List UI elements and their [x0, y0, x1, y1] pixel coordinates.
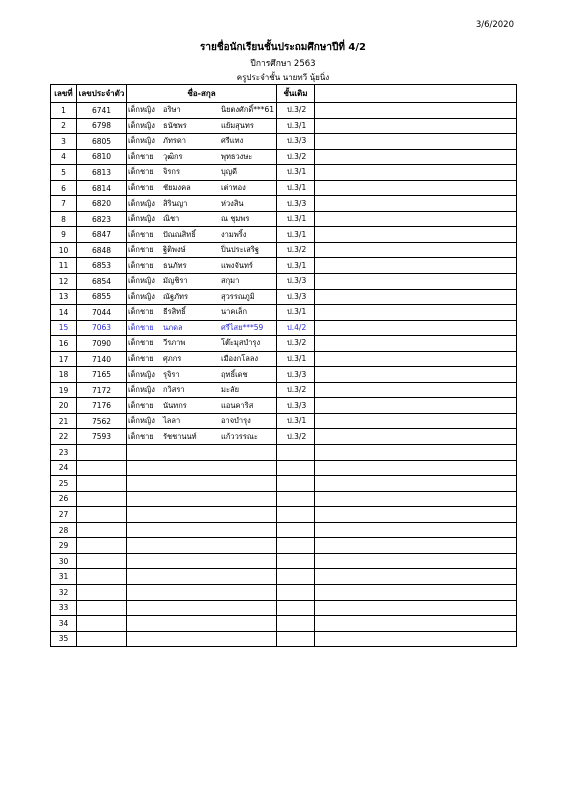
student-name: [127, 289, 277, 305]
student-number: 27: [51, 507, 77, 523]
student-name: [127, 320, 277, 336]
previous-class: ป.3/2: [277, 336, 315, 352]
previous-class: [277, 522, 315, 538]
previous-class: ป.3/1: [277, 118, 315, 134]
student-number: 4: [51, 149, 77, 165]
blank-cell: [315, 445, 517, 461]
column-header-previous-class: ชั้นเดิม: [277, 85, 315, 103]
previous-class: ป.3/2: [277, 429, 315, 445]
first-name: ฐิติพงษ์: [163, 245, 186, 255]
student-name: [127, 507, 277, 523]
previous-class: [277, 445, 315, 461]
last-name: สุวรรณภูมิ: [221, 291, 255, 301]
table-row-empty: [51, 616, 517, 632]
column-header-number: เลขที่: [51, 85, 77, 103]
previous-class: ป.3/3: [277, 134, 315, 150]
last-name: งามพริ้ง: [221, 229, 247, 239]
first-name: ณัฐภัทร: [163, 291, 189, 301]
table-row: [51, 227, 517, 243]
name-prefix: เด็กหญิง: [128, 291, 155, 301]
student-name: [127, 445, 277, 461]
table-row: [51, 196, 517, 212]
student-id: 6853: [77, 258, 127, 274]
blank-cell: [315, 180, 517, 196]
first-name: รุจิรา: [163, 369, 180, 379]
last-name: แย้มสุนทร: [221, 120, 254, 130]
student-id: [77, 476, 127, 492]
student-number: 11: [51, 258, 77, 274]
table-row-empty: [51, 538, 517, 554]
last-name: มะลัย: [221, 385, 239, 395]
blank-cell: [315, 631, 517, 647]
student-id: [77, 600, 127, 616]
student-name: [127, 553, 277, 569]
student-name: [127, 258, 277, 274]
student-id: [77, 538, 127, 554]
blank-cell: [315, 289, 517, 305]
previous-class: ป.3/3: [277, 274, 315, 290]
blank-cell: [315, 382, 517, 398]
student-number: 14: [51, 305, 77, 321]
student-name: [127, 351, 277, 367]
blank-cell: [315, 476, 517, 492]
previous-class: ป.3/1: [277, 227, 315, 243]
table-row: [51, 134, 517, 150]
previous-class: ป.3/2: [277, 149, 315, 165]
student-id: [77, 553, 127, 569]
previous-class: [277, 584, 315, 600]
student-name: [127, 211, 277, 227]
student-name: [127, 149, 277, 165]
table-header-row: [51, 85, 517, 103]
student-id: [77, 507, 127, 523]
first-name: รัชชานนท์: [163, 431, 197, 441]
previous-class: ป.3/3: [277, 398, 315, 414]
previous-class: ป.3/2: [277, 103, 315, 119]
blank-cell: [315, 429, 517, 445]
table-row: [51, 429, 517, 445]
previous-class: ป.3/1: [277, 305, 315, 321]
student-number: 15: [51, 320, 77, 336]
student-name: [127, 522, 277, 538]
name-prefix: เด็กหญิง: [128, 120, 155, 130]
table-row: [51, 305, 517, 321]
last-name: ห่วงสิน: [221, 198, 244, 208]
first-name: กวิสรา: [163, 385, 185, 395]
previous-class: ป.3/2: [277, 382, 315, 398]
blank-cell: [315, 134, 517, 150]
student-id: [77, 569, 127, 585]
first-name: ธีรสิทธิ์: [163, 307, 186, 317]
student-id: 6855: [77, 289, 127, 305]
last-name: นิยตงศักดิ์***61: [221, 105, 275, 115]
student-id: 6813: [77, 165, 127, 181]
name-prefix: เด็กชาย: [128, 400, 154, 410]
table-row-empty: [51, 507, 517, 523]
student-name: [127, 196, 277, 212]
previous-class: [277, 600, 315, 616]
blank-cell: [315, 351, 517, 367]
column-header-student-id: เลขประจำตัว: [77, 85, 127, 103]
last-name: ณ ชุมพร: [221, 214, 250, 224]
blank-cell: [315, 118, 517, 134]
previous-class: [277, 476, 315, 492]
table-row-empty: [51, 553, 517, 569]
previous-class: [277, 631, 315, 647]
column-header-blank: [315, 85, 517, 103]
blank-cell: [315, 553, 517, 569]
student-name: [127, 103, 277, 119]
last-name: อาจบำรุง: [221, 416, 251, 426]
student-id: 6814: [77, 180, 127, 196]
last-name: นาคเล็ก: [221, 307, 248, 317]
student-name: [127, 382, 277, 398]
student-number: 10: [51, 242, 77, 258]
first-name: ธนัชพร: [163, 120, 187, 130]
blank-cell: [315, 460, 517, 476]
student-number: 25: [51, 476, 77, 492]
blank-cell: [315, 165, 517, 181]
table-row-empty: [51, 600, 517, 616]
name-prefix: เด็กหญิง: [128, 385, 155, 395]
student-id: 7593: [77, 429, 127, 445]
student-name: [127, 460, 277, 476]
student-name: [127, 538, 277, 554]
last-name: บุญดี: [221, 167, 238, 177]
last-name: ปิ่นประเสริฐ: [221, 245, 260, 255]
student-number: 26: [51, 491, 77, 507]
name-prefix: เด็กหญิง: [128, 276, 155, 286]
student-id: 6848: [77, 242, 127, 258]
table-row-empty: [51, 522, 517, 538]
student-number: 23: [51, 445, 77, 461]
previous-class: ป.4/2: [277, 320, 315, 336]
table-row-empty: [51, 476, 517, 492]
table-row: [51, 351, 517, 367]
name-prefix: เด็กหญิง: [128, 369, 155, 379]
table-row: [51, 118, 517, 134]
student-number: 29: [51, 538, 77, 554]
student-number: 3: [51, 134, 77, 150]
blank-cell: [315, 398, 517, 414]
table-row-empty: [51, 445, 517, 461]
student-number: 30: [51, 553, 77, 569]
student-number: 19: [51, 382, 77, 398]
name-prefix: เด็กหญิง: [128, 416, 155, 426]
last-name: แอนคาริส: [221, 400, 254, 410]
previous-class: ป.3/3: [277, 367, 315, 383]
student-number: 17: [51, 351, 77, 367]
student-number: 6: [51, 180, 77, 196]
student-name: [127, 491, 277, 507]
student-number: 8: [51, 211, 77, 227]
first-name: ภัทรดา: [163, 136, 186, 146]
table-row: [51, 367, 517, 383]
table-row: [51, 320, 517, 336]
previous-class: ป.3/1: [277, 351, 315, 367]
blank-cell: [315, 616, 517, 632]
roster-body: [51, 103, 517, 647]
blank-cell: [315, 227, 517, 243]
previous-class: [277, 569, 315, 585]
student-id: [77, 616, 127, 632]
student-id: [77, 631, 127, 647]
first-name: จิรกร: [163, 167, 180, 177]
table-row: [51, 242, 517, 258]
student-id: 7044: [77, 305, 127, 321]
blank-cell: [315, 103, 517, 119]
table-row-empty: [51, 491, 517, 507]
student-number: 2: [51, 118, 77, 134]
blank-cell: [315, 305, 517, 321]
blank-cell: [315, 522, 517, 538]
student-id: 6798: [77, 118, 127, 134]
student-name: [127, 165, 277, 181]
student-number: 32: [51, 584, 77, 600]
blank-cell: [315, 600, 517, 616]
previous-class: [277, 616, 315, 632]
last-name: ฤทธิ์เดช: [221, 369, 248, 379]
table-row: [51, 103, 517, 119]
student-name: [127, 584, 277, 600]
previous-class: [277, 538, 315, 554]
blank-cell: [315, 584, 517, 600]
first-name: ศุภกร: [163, 354, 182, 364]
table-row: [51, 180, 517, 196]
last-name: แพงจันทร์: [221, 260, 253, 270]
student-number: 24: [51, 460, 77, 476]
student-name: [127, 227, 277, 243]
student-id: [77, 522, 127, 538]
name-prefix: เด็กหญิง: [128, 198, 155, 208]
first-name: ชัยมงคล: [163, 183, 191, 192]
student-id: 7165: [77, 367, 127, 383]
first-name: มัญชิรา: [163, 276, 188, 286]
last-name: ศรีแทง: [221, 136, 244, 146]
blank-cell: [315, 211, 517, 227]
student-name: [127, 274, 277, 290]
name-prefix: เด็กชาย: [128, 354, 154, 364]
student-name: [127, 134, 277, 150]
name-prefix: เด็กชาย: [128, 229, 154, 239]
student-number: 5: [51, 165, 77, 181]
table-row: [51, 258, 517, 274]
student-name: [127, 429, 277, 445]
student-number: 9: [51, 227, 77, 243]
name-prefix: เด็กชาย: [128, 183, 154, 192]
table-row: [51, 336, 517, 352]
previous-class: ป.3/1: [277, 258, 315, 274]
first-name: สิรินญา: [163, 198, 188, 208]
student-name: [127, 118, 277, 134]
student-id: [77, 584, 127, 600]
student-name: [127, 180, 277, 196]
blank-cell: [315, 274, 517, 290]
name-prefix: เด็กชาย: [128, 322, 154, 332]
student-id: 7176: [77, 398, 127, 414]
student-id: 6823: [77, 211, 127, 227]
previous-class: ป.3/1: [277, 180, 315, 196]
student-id: 6854: [77, 274, 127, 290]
student-number: 28: [51, 522, 77, 538]
student-number: 35: [51, 631, 77, 647]
name-prefix: เด็กชาย: [128, 338, 154, 348]
student-id: 7172: [77, 382, 127, 398]
student-name: [127, 569, 277, 585]
first-name: วีรภาพ: [163, 338, 186, 348]
first-name: นันทกร: [163, 400, 187, 410]
table-row: [51, 413, 517, 429]
student-name: [127, 600, 277, 616]
table-row: [51, 289, 517, 305]
previous-class: [277, 460, 315, 476]
previous-class: [277, 553, 315, 569]
blank-cell: [315, 538, 517, 554]
blank-cell: [315, 196, 517, 212]
previous-class: [277, 507, 315, 523]
student-number: 1: [51, 103, 77, 119]
student-id: 6741: [77, 103, 127, 119]
student-name: [127, 631, 277, 647]
student-number: 18: [51, 367, 77, 383]
student-number: 21: [51, 413, 77, 429]
blank-cell: [315, 258, 517, 274]
table-row-empty: [51, 569, 517, 585]
name-prefix: เด็กชาย: [128, 151, 154, 161]
homeroom-teacher: ครูประจำชั้น นายทวี นุ้ยนิ่ง: [236, 73, 330, 82]
previous-class: ป.3/3: [277, 196, 315, 212]
first-name: อริษา: [163, 105, 181, 115]
student-number: 13: [51, 289, 77, 305]
student-id: 7090: [77, 336, 127, 352]
student-number: 12: [51, 274, 77, 290]
blank-cell: [315, 149, 517, 165]
first-name: นภดล: [163, 322, 183, 332]
first-name: ณิชา: [163, 214, 180, 224]
student-id: [77, 445, 127, 461]
blank-cell: [315, 413, 517, 429]
blank-cell: [315, 320, 517, 336]
blank-cell: [315, 491, 517, 507]
student-name: [127, 242, 277, 258]
name-prefix: เด็กชาย: [128, 245, 154, 255]
student-name: [127, 398, 277, 414]
last-name: ศรีไสย***59: [221, 322, 264, 332]
column-header-name: ชื่อ-สกุล: [127, 85, 277, 103]
student-id: [77, 491, 127, 507]
last-name: โต๊ะมุสบำรุง: [221, 338, 261, 348]
previous-class: ป.3/1: [277, 165, 315, 181]
student-id: 6810: [77, 149, 127, 165]
table-row: [51, 211, 517, 227]
blank-cell: [315, 367, 517, 383]
previous-class: ป.3/3: [277, 289, 315, 305]
previous-class: ป.3/1: [277, 211, 315, 227]
first-name: ปัณณสิทธิ์: [163, 229, 196, 239]
last-name: พุทธวงษะ: [221, 151, 253, 161]
blank-cell: [315, 242, 517, 258]
student-id: 6820: [77, 196, 127, 212]
name-prefix: เด็กชาย: [128, 260, 154, 270]
student-name: [127, 413, 277, 429]
student-id: 7140: [77, 351, 127, 367]
student-id: 7063: [77, 320, 127, 336]
name-prefix: เด็กชาย: [128, 307, 154, 317]
student-number: 7: [51, 196, 77, 212]
last-name: เมืองกโลลง: [221, 354, 259, 364]
table-row: [51, 149, 517, 165]
student-number: 34: [51, 616, 77, 632]
student-id: 7562: [77, 413, 127, 429]
last-name: แก้ววรรณะ: [221, 431, 258, 441]
student-name: [127, 336, 277, 352]
student-id: [77, 460, 127, 476]
table-row: [51, 398, 517, 414]
previous-class: [277, 491, 315, 507]
previous-class: ป.3/2: [277, 242, 315, 258]
blank-cell: [315, 569, 517, 585]
table-row-empty: [51, 460, 517, 476]
name-prefix: เด็กหญิง: [128, 214, 155, 224]
previous-class: ป.3/1: [277, 413, 315, 429]
table-row: [51, 165, 517, 181]
table-row-empty: [51, 631, 517, 647]
student-number: 20: [51, 398, 77, 414]
student-name: [127, 616, 277, 632]
first-name: วุฒิกร: [163, 151, 183, 161]
student-id: 6805: [77, 134, 127, 150]
blank-cell: [315, 507, 517, 523]
student-name: [127, 476, 277, 492]
first-name: ธนภัทร: [163, 260, 187, 270]
student-name: [127, 367, 277, 383]
name-prefix: เด็กชาย: [128, 431, 154, 441]
print-date: 3/6/2020: [475, 20, 514, 30]
page-title: รายชื่อนักเรียนชั้นประถมศึกษาปีที่ 4/2: [200, 42, 366, 53]
student-number: 16: [51, 336, 77, 352]
student-number: 22: [51, 429, 77, 445]
name-prefix: เด็กหญิง: [128, 136, 155, 146]
student-number: 33: [51, 600, 77, 616]
table-row: [51, 274, 517, 290]
name-prefix: เด็กหญิง: [128, 105, 155, 115]
blank-cell: [315, 336, 517, 352]
student-number: 31: [51, 569, 77, 585]
student-roster-table: [50, 84, 517, 647]
table-row-empty: [51, 584, 517, 600]
student-id: 6847: [77, 227, 127, 243]
student-name: [127, 305, 277, 321]
name-prefix: เด็กชาย: [128, 167, 154, 177]
last-name: เต่าทอง: [221, 183, 246, 192]
academic-year: ปีการศึกษา 2563: [250, 59, 316, 69]
last-name: สกุมา: [221, 276, 240, 286]
table-row: [51, 382, 517, 398]
first-name: ไลลา: [163, 416, 181, 426]
